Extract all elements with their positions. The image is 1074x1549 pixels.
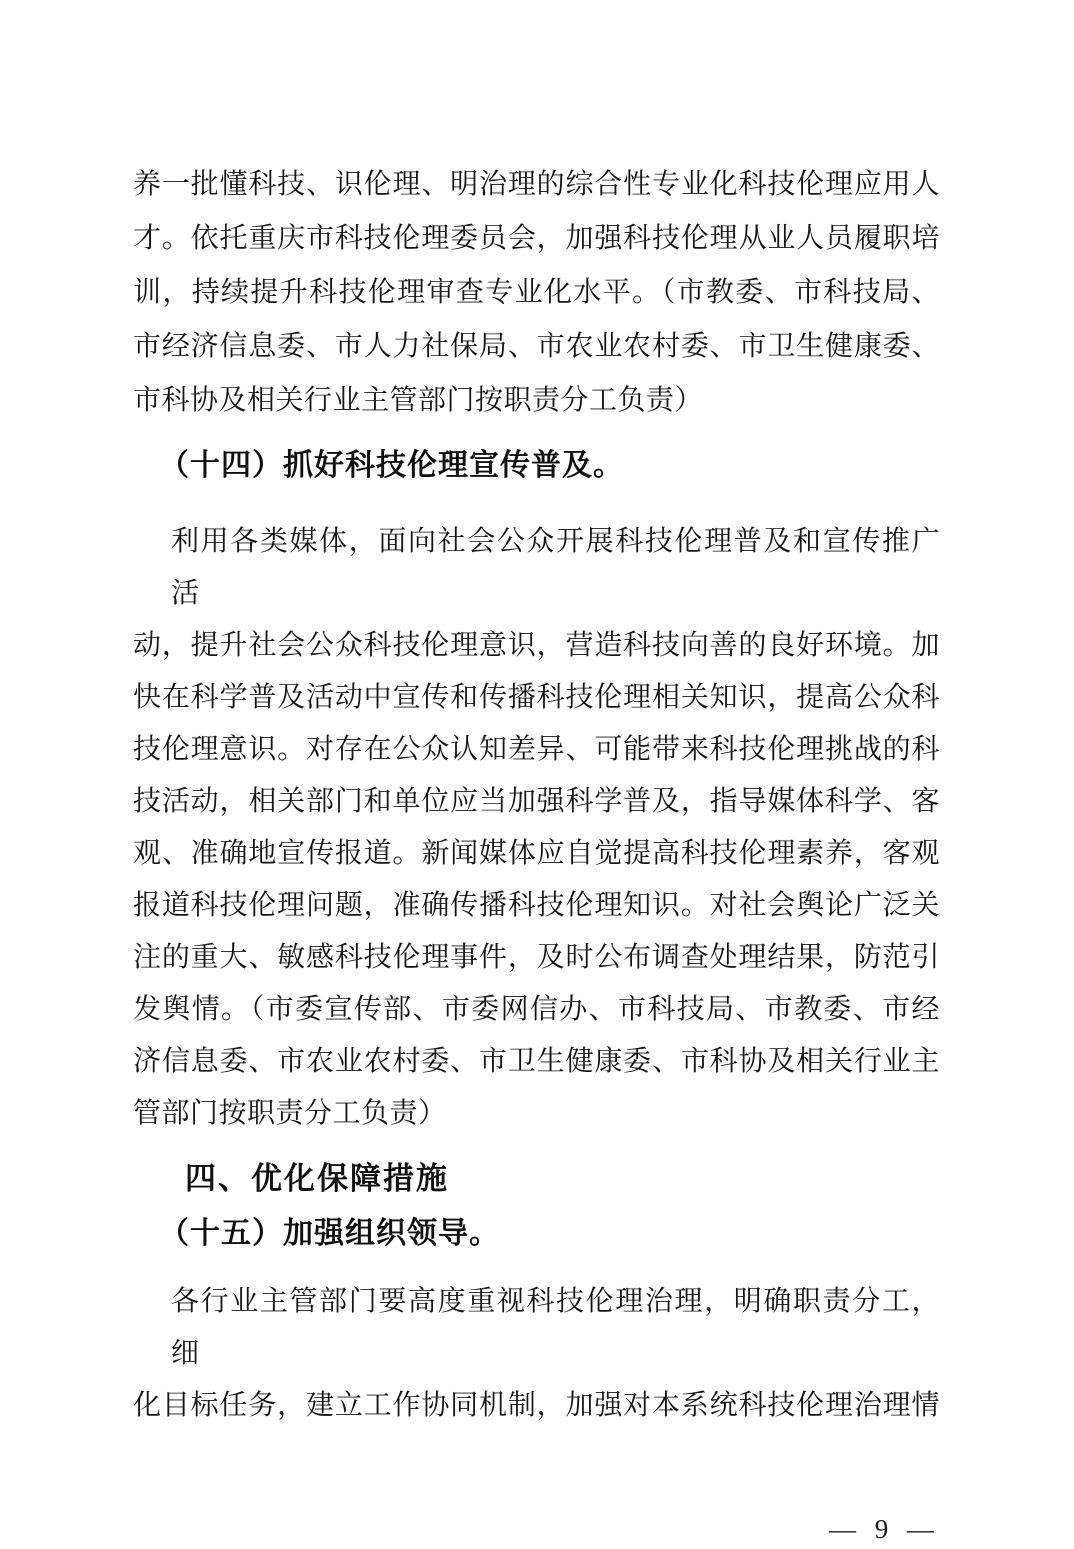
text-line: 技伦理意识。对存在公众认知差异、可能带来科技伦理挑战的科 bbox=[133, 734, 940, 765]
text-line: 注的重大、敏感科技伦理事件，及时公布调查处理结果，防范引 bbox=[133, 942, 940, 973]
text-line: 化目标任务，建立工作协同机制，加强对本系统科技伦理治理情 bbox=[133, 1390, 940, 1421]
text-line: 发舆情。（市委宣传部、市委网信办、市科技局、市教委、市经 bbox=[133, 994, 940, 1025]
paragraph-publicity bbox=[133, 516, 940, 1140]
text-line: 观、准确地宣传报道。新闻媒体应自觉提高科技伦理素养，客观 bbox=[133, 838, 940, 869]
text-line: 动，提升社会公众科技伦理意识，营造科技向善的良好环境。加 bbox=[133, 630, 940, 661]
paragraph-talent-training bbox=[133, 0, 940, 428]
text-line: 各行业主管部门要高度重视科技伦理治理，明确职责分工，细 bbox=[171, 1286, 940, 1369]
text-line: 市科协及相关行业主管部门按职责分工负责） bbox=[133, 385, 704, 416]
heading-item-15: （十五）加强组织领导。 bbox=[159, 1217, 500, 1250]
text-line: 报道科技伦理问题，准确传播科技伦理知识。对社会舆论广泛关 bbox=[133, 890, 940, 921]
text-line: 快在科学普及活动中宣传和传播科技伦理相关知识，提高公众科 bbox=[133, 682, 940, 713]
heading-section-4: 四、优化保障措施 bbox=[185, 1161, 449, 1196]
text-line: 训，持续提升科技伦理审查专业化水平。（市教委、市科技局、 bbox=[133, 277, 940, 308]
text-line: 利用各类媒体，面向社会公众开展科技伦理普及和宣传推广活 bbox=[171, 526, 940, 609]
paragraph-leadership bbox=[133, 1276, 940, 1432]
text-line: 济信息委、市农业农村委、市卫生健康委、市科协及相关行业主 bbox=[133, 1046, 940, 1077]
text-line: 技活动，相关部门和单位应当加强科学普及，指导媒体科学、客 bbox=[133, 786, 940, 817]
text-line: 管部门按职责分工负责） bbox=[133, 1098, 447, 1129]
document-body bbox=[133, 0, 940, 1549]
heading-item-14: （十四）抓好科技伦理宣传普及。 bbox=[159, 449, 624, 482]
page-number: — 9 — bbox=[829, 1514, 940, 1544]
text-line: 养一批懂科技、识伦理、明治理的综合性专业化科技伦理应用人 bbox=[133, 169, 940, 200]
text-line: 才。依托重庆市科技伦理委员会，加强科技伦理从业人员履职培 bbox=[133, 223, 940, 254]
text-line: 市经济信息委、市人力社保局、市农业农村委、市卫生健康委、 bbox=[133, 331, 940, 362]
